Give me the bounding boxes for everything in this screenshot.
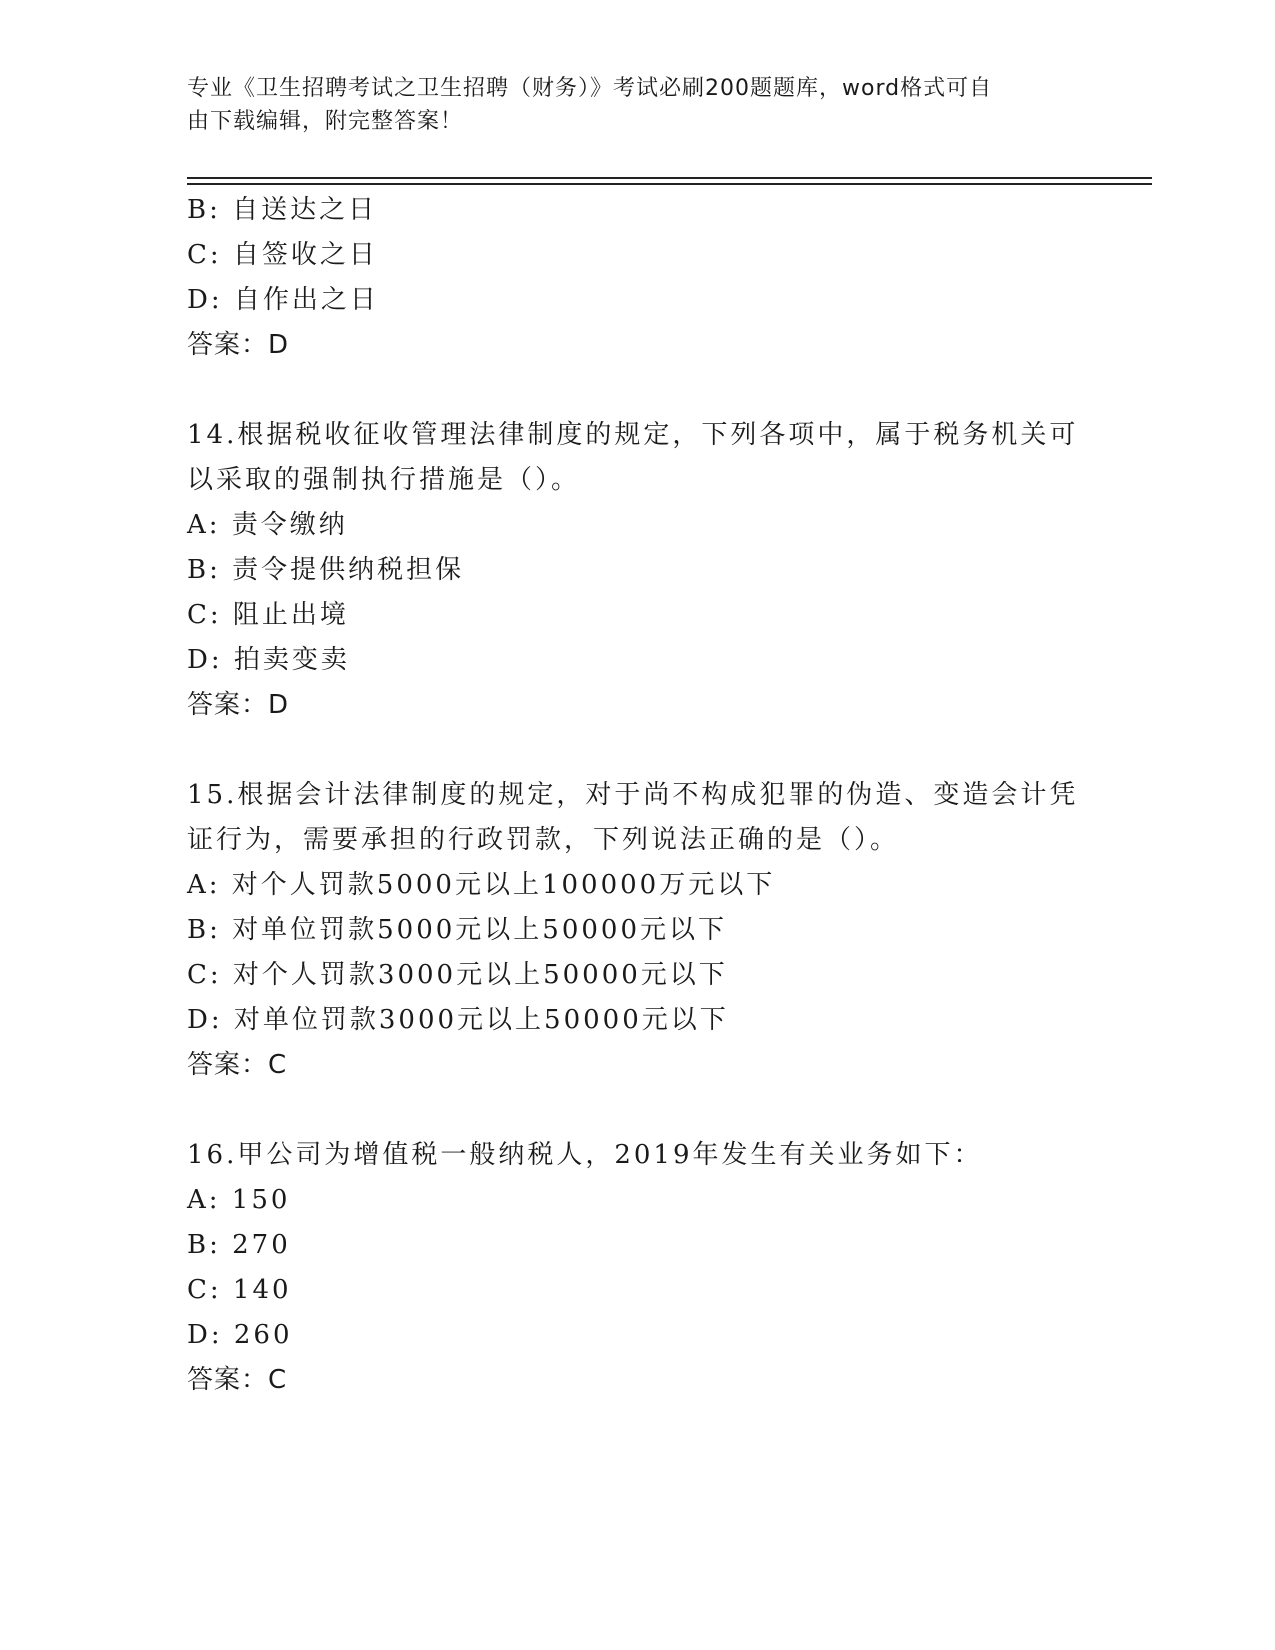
q13-option-d: D: 自作出之日 <box>187 285 379 315</box>
header-line-2: 由下载编辑，附完整答案！ <box>187 109 464 134</box>
q14-option-a: A: 责令缴纳 <box>187 510 348 540</box>
q15-answer: 答案：C <box>187 1050 288 1080</box>
q13-option-b: B: 自送达之日 <box>187 195 378 225</box>
header-divider-bottom <box>187 183 1152 185</box>
q14-option-c: C: 阻止出境 <box>187 600 349 630</box>
q14-option-d: D: 拍卖变卖 <box>187 645 350 675</box>
q16-answer: 答案：C <box>187 1365 288 1395</box>
q15-stem-line-1: 15.根据会计法律制度的规定，对于尚不构成犯罪的伪造、变造会计凭 <box>187 780 1079 810</box>
document-header <box>187 72 1067 138</box>
q16-stem-line-1: 16.甲公司为增值税一般纳税人，2019年发生有关业务如下： <box>187 1140 983 1170</box>
q16-option-d: D: 260 <box>187 1320 293 1350</box>
header-divider-top <box>187 177 1152 179</box>
q16-option-a: A: 150 <box>187 1185 291 1215</box>
q14-stem-line-1: 14.根据税收征收管理法律制度的规定，下列各项中，属于税务机关可 <box>187 420 1079 450</box>
q13-option-c: C: 自签收之日 <box>187 240 378 270</box>
q15-option-a: A: 对个人罚款5000元以上100000万元以下 <box>187 870 776 900</box>
q16-option-b: B: 270 <box>187 1230 291 1260</box>
q15-option-c: C: 对个人罚款3000元以上50000元以下 <box>187 960 728 990</box>
q15-stem-line-2: 证行为，需要承担的行政罚款，下列说法正确的是（）。 <box>187 825 900 855</box>
q15-option-b: B: 对单位罚款5000元以上50000元以下 <box>187 915 728 945</box>
q16-option-c: C: 140 <box>187 1275 292 1305</box>
q14-option-b: B: 责令提供纳税担保 <box>187 555 465 585</box>
header-line-1: 专业《卫生招聘考试之卫生招聘（财务）》考试必刷200题题库，word格式可自 <box>187 76 993 101</box>
q14-answer: 答案：D <box>187 690 290 720</box>
q15-option-d: D: 对单位罚款3000元以上50000元以下 <box>187 1005 729 1035</box>
q14-stem-line-2: 以采取的强制执行措施是（）。 <box>187 465 581 495</box>
q13-answer: 答案：D <box>187 330 290 360</box>
